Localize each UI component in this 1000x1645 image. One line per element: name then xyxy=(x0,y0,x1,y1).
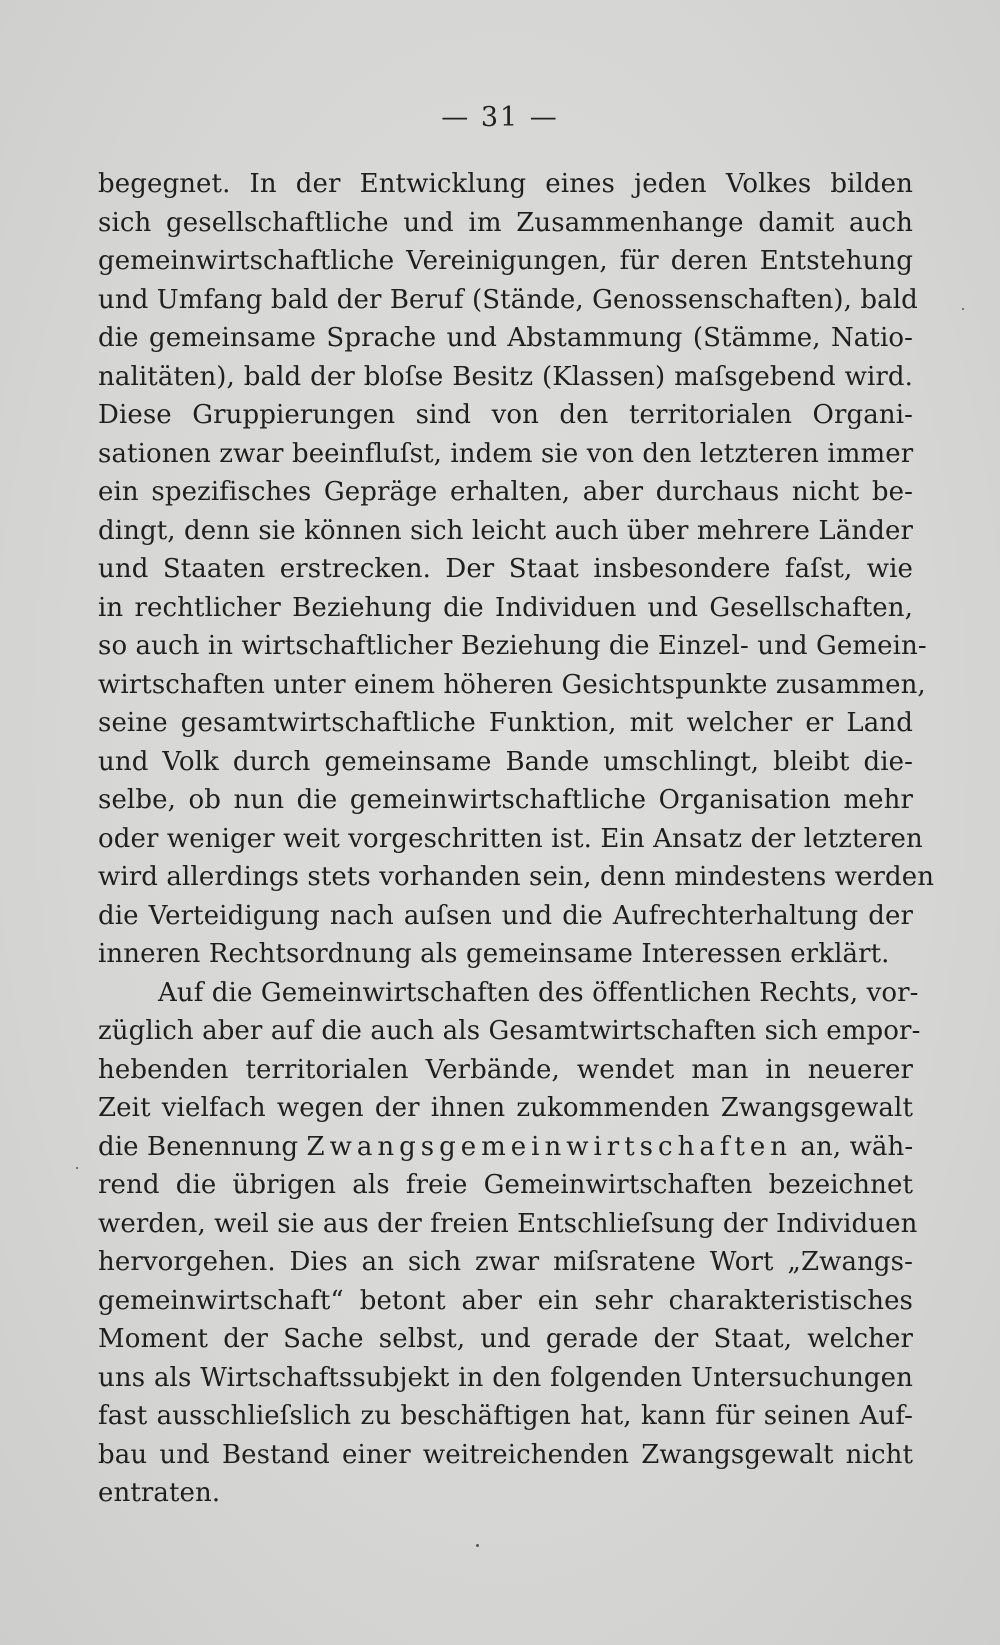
page-number: — 31 — xyxy=(441,102,559,133)
text-fragment: die Benennung xyxy=(98,1131,307,1162)
text-line: rend die übrigen als freie Gemeinwirtschaften bezeichnet xyxy=(98,1170,913,1200)
text-line: dingt, denn sie können sich leicht auch über mehrere Länder xyxy=(98,515,913,546)
text-line: züglich aber auf die auch als Gesamtwirtschaften sich empor- xyxy=(98,1016,921,1046)
text-line: wird allerdings stets vorhanden sein, denn mindestens werden xyxy=(98,862,935,892)
text-line: Diese Gruppierungen sind von den territorialen Organi- xyxy=(98,400,913,430)
paper-speck xyxy=(476,1544,479,1547)
paragraph-2 xyxy=(98,974,921,1513)
text-line: fast ausschlieſslich zu beschäftigen hat, kann für seinen Auf- xyxy=(98,1401,913,1431)
text-block xyxy=(98,165,935,1513)
text-line: gemeinwirtschaftliche Vereinigungen, für deren Entstehung xyxy=(98,246,913,276)
text-line: und Volk durch gemeinsame Bande umschlingt, bleibt die- xyxy=(98,746,913,777)
text-line: hervorgehen. Dies an sich zwar miſsratene Wort „Zwangs- xyxy=(98,1247,913,1277)
text-line: Zeit vielfach wegen der ihnen zukommenden Zwangsgewalt xyxy=(98,1093,913,1123)
text-line-spaced xyxy=(98,1128,913,1167)
text-line: sich gesellschaftliche und im Zusammenhange damit auch xyxy=(98,207,913,238)
text-line: begegnet. In der Entwicklung eines jeden Volkes bilden xyxy=(98,169,913,199)
text-line: bau und Bestand einer weitreichenden Zwangsgewalt nicht xyxy=(98,1439,913,1470)
text-line: in rechtlicher Beziehung die Individuen und Gesellschaften, xyxy=(98,592,913,623)
text-line: und Umfang bald der Beruf (Stände, Genossenschaften), bald xyxy=(98,284,918,315)
text-line: ein spezifisches Gepräge erhalten, aber durchaus nicht be- xyxy=(98,477,913,507)
text-line: die gemeinsame Sprache und Abstammung (Stämme, Natio- xyxy=(98,323,913,353)
emphasized-term: Zwangsgemeinwirtschaften xyxy=(306,1131,793,1162)
text-line: selbe, ob nun die gemeinwirtschaftliche Organisation mehr xyxy=(98,785,913,815)
text-line: und Staaten erstrecken. Der Staat insbesondere faſst, wie xyxy=(98,554,913,584)
paper-speck xyxy=(962,308,964,310)
paragraph-1 xyxy=(98,165,935,974)
text-fragment: an, wäh- xyxy=(792,1131,914,1162)
text-line: Auf die Gemeinwirtschaften des öffentlichen Rechts, vor- xyxy=(158,977,919,1008)
text-line: seine gesamtwirtschaftliche Funktion, mit welcher er Land xyxy=(98,708,913,738)
text-line: Moment der Sache selbst, und gerade der Staat, welcher xyxy=(98,1324,913,1354)
text-line: werden, weil sie aus der freien Entschlieſsung der Individuen xyxy=(98,1208,918,1239)
paper-speck xyxy=(76,1167,78,1169)
text-line: entraten. xyxy=(98,1478,221,1508)
text-line: die Verteidigung nach auſsen und die Aufrechterhaltung der xyxy=(98,900,913,931)
text-line: so auch in wirtschaftlicher Beziehung die Einzel- und Gemein- xyxy=(98,631,927,661)
text-line: uns als Wirtschaftssubjekt in den folgenden Untersuchungen xyxy=(98,1362,913,1393)
text-line: oder weniger weit vorgeschritten ist. Ein Ansatz der letzteren xyxy=(98,823,923,854)
text-line: nalitäten), bald der bloſse Besitz (Klassen) maſsgebend wird. xyxy=(98,361,913,392)
text-line: gemeinwirtschaft“ betont aber ein sehr charakteristisches xyxy=(98,1285,913,1316)
text-line: hebenden territorialen Verbände, wendet man in neuerer xyxy=(98,1054,913,1085)
text-line: sationen zwar beeinfluſst, indem sie von den letzteren immer xyxy=(98,438,914,469)
text-line: wirtschaften unter einem höheren Gesichtspunkte zusammen, xyxy=(98,669,926,700)
text-line: inneren Rechtsordnung als gemeinsame Interessen erklärt. xyxy=(98,939,890,969)
